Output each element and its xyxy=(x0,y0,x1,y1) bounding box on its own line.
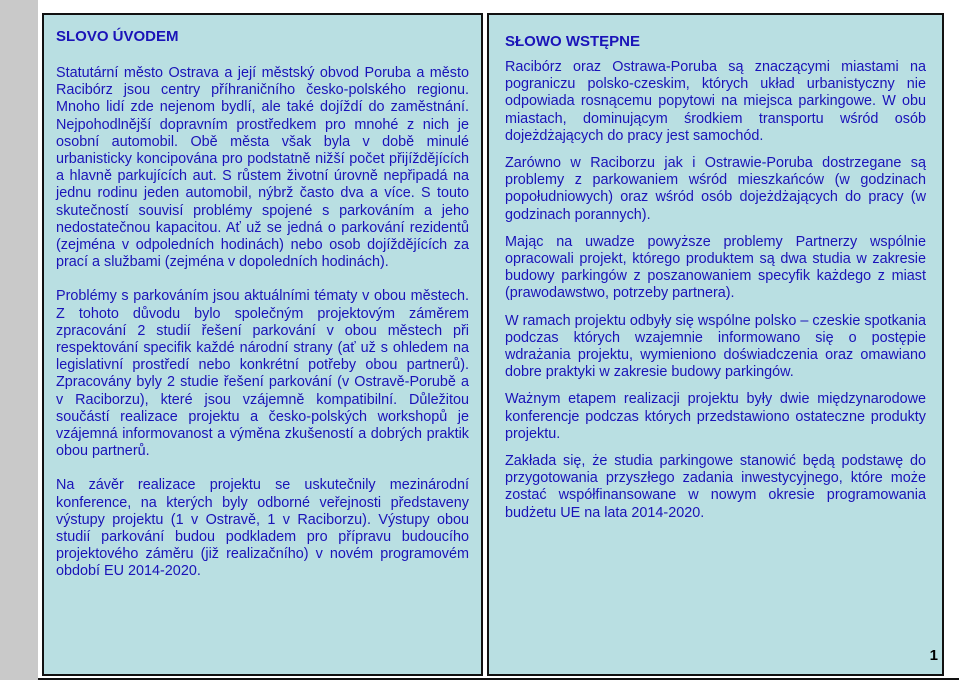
polish-paragraph-4: W ramach projektu odbyły się wspólne polsko – czeskie spotkania podczas których wzajemnie informowano się o postępie wdrażania projektu, wymieniono doświadczenia oraz omawiano dobre praktyki w zakresie budowy parkingów. xyxy=(505,312,926,381)
czech-paragraph-1: Statutární město Ostrava a její městský obvod Poruba a město Racibórz jsou centry příhraničního česko-polského regionu. Mnoho lidí zde nejenom bydlí, ale také dojíždí do zaměstnání. Nejpohodlnější dopravním prostředkem pro mnohé z nich je osobní automobil. Obě města však byla v době minulé urbanisticky koncipována pro podstatně nižší počet přijíždějících a hlavně parkujících aut. S růstem životní úrovně nepřipadá na jednu rodinu jeden automobil, nýbrž často dva a více. S touto skutečností souvisí problémy spojené s parkováním a jeho nedostatečnou kapacitou. Ať už se jedná o parkování rezidentů (zejména v odpoledních hodinách) nebo osob dojíždějících za prací a službami (zejména v dopoledních hodinách). xyxy=(56,65,469,271)
czech-paragraph-2: Problémy s parkováním jsou aktuálními tématy v obou městech. Z tohoto důvodu bylo společným projektovým záměrem zpracování 2 studií řešení parkování v obou městech při respektování specifik každé národní strany (ať už s ohledem na legislativní prostředí nebo konkrétní potřeby obou partnerů). Zpracovány byly 2 studie řešení parkování (v Ostravě-Porubě a v Raciborzu), které jsou vzájemně kompatibilní. Důležitou součástí realizace projektu a česko-polských workshopů je vzájemná informovanost a výměna zkušeností a dobrých praktik obou partnerů. xyxy=(56,288,469,460)
polish-column xyxy=(487,13,944,676)
polish-paragraph-2: Zarówno w Raciborzu jak i Ostrawie-Poruba dostrzegane są problemy z parkowaniem wśród mieszkańców (w godzinach popołudniowych) oraz wśród osób dojeżdżających do pracy (w godzinach porannych). xyxy=(505,155,926,223)
polish-title: SŁOWO WSTĘPNE xyxy=(505,33,640,50)
czech-column xyxy=(42,13,483,676)
polish-paragraph-3: Mając na uwadze powyższe problemy Partnerzy wspólnie opracowali projekt, którego produktem są dwa studia w zakresie budowy parkingów z poszanowaniem specyfik każdego z miast (prawodawstwo, potrzeby partnera). xyxy=(505,233,926,302)
polish-paragraph-5: Ważnym etapem realizacji projektu były dwie międzynarodowe konferencje podczas których przedstawiono ostateczne produkty projektu. xyxy=(505,391,926,442)
left-margin-bar xyxy=(0,0,38,680)
page-number: 1 xyxy=(929,647,938,664)
polish-paragraph-1: Racibórz oraz Ostrawa-Poruba są znaczącymi miastami na pograniczu polsko-czeskim, których układ urbanistyczny nie odpowiada rosnącemu popytowi na miejsca parkingowe. W obu miastach, dominującym środkiem transportu wśród osób dojeżdżających do pracy jest samochód. xyxy=(505,59,926,144)
czech-paragraph-3: Na závěr realizace projektu se uskutečnily mezinárodní konference, na kterých byly odborné veřejnosti představeny výstupy projektu (1 v Ostravě, 1 v Raciborzu). Výstupy obou studií parkování budou podkladem pro přípravu budoucího projektového záměru (již realizačního) v novém programovém období EU 2014-2020. xyxy=(56,477,469,580)
polish-paragraph-6: Zakłada się, że studia parkingowe stanowić będą podstawę do przygotowania przyszłego zadania inwestycyjnego, które może zostać współfinansowane w nowym okresie programowania budżetu UE na lata 2014-2020. xyxy=(505,453,926,521)
czech-title: SLOVO ÚVODEM xyxy=(56,28,179,45)
